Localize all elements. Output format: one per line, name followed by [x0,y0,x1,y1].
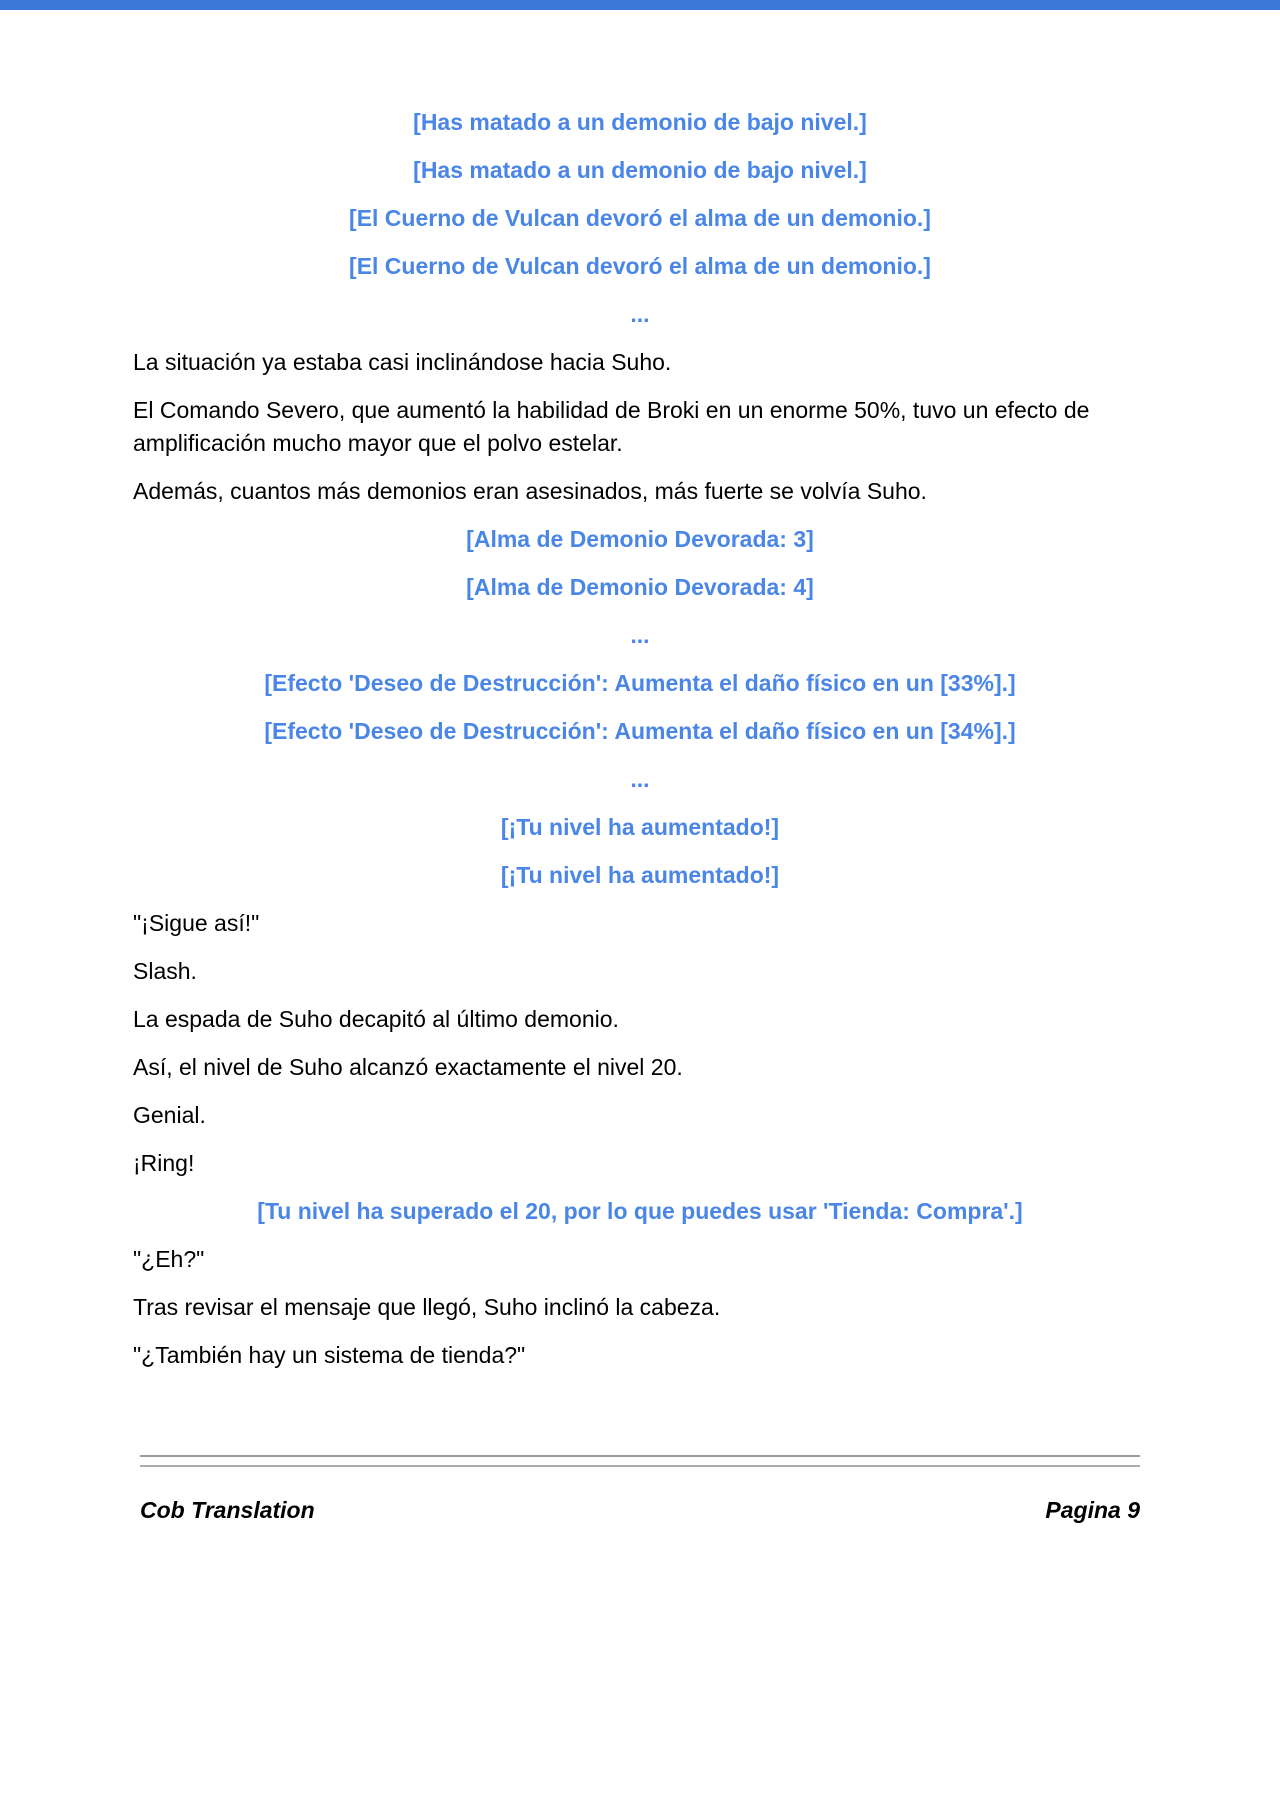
system-ellipsis: ... [630,622,650,648]
paragraph: Además, cuantos más demonios eran asesinados, más fuerte se volvía Suho. [133,478,927,504]
system-message: [¡Tu nivel ha aumentado!] [500,814,780,840]
system-message: [Efecto 'Deseo de Destrucción': Aumenta el daño físico en un [33%].] [264,670,1016,696]
page-content [0,10,1280,1372]
system-message: [Alma de Demonio Devorada: 3] [466,526,814,552]
system-message: [Efecto 'Deseo de Destrucción': Aumenta el daño físico en un [34%].] [264,718,1016,744]
system-ellipsis: ... [630,301,650,327]
system-message: [El Cuerno de Vulcan devoró el alma de un demonio.] [349,205,931,231]
system-message: [Has matado a un demonio de bajo nivel.] [413,109,867,135]
paragraph: "¿Eh?" [133,1246,205,1272]
paragraph: "¡Sigue así!" [133,910,260,936]
footer-divider-top [140,1455,1140,1457]
system-message: [Has matado a un demonio de bajo nivel.] [413,157,867,183]
paragraph: El Comando Severo, que aumentó la habilidad de Broki en un enorme 50%, tuvo un efecto de amplificación mucho mayor que el polvo estelar. [133,397,1090,456]
system-message: [Tu nivel ha superado el 20, por lo que puedes usar 'Tienda: Compra'.] [257,1198,1023,1224]
paragraph: "¿También hay un sistema de tienda?" [133,1342,526,1368]
page-footer [140,1455,1140,1524]
paragraph: Genial. [133,1102,206,1128]
top-border [0,0,1280,10]
paragraph: La situación ya estaba casi inclinándose hacia Suho. [133,349,672,375]
paragraph: ¡Ring! [133,1150,195,1176]
system-message: [Alma de Demonio Devorada: 4] [466,574,814,600]
paragraph: Así, el nivel de Suho alcanzó exactamente el nivel 20. [133,1054,683,1080]
system-ellipsis: ... [630,766,650,792]
paragraph: La espada de Suho decapitó al último demonio. [133,1006,619,1032]
footer-text-row [140,1497,1140,1524]
paragraph: Slash. [133,958,197,984]
paragraph: Tras revisar el mensaje que llegó, Suho inclinó la cabeza. [133,1294,721,1320]
footer-divider-bottom [140,1465,1140,1467]
system-message: [El Cuerno de Vulcan devoró el alma de un demonio.] [349,253,931,279]
footer-translator-credit: Cob Translation [140,1497,315,1523]
system-message: [¡Tu nivel ha aumentado!] [500,862,780,888]
footer-page-number: Pagina 9 [1045,1497,1140,1523]
